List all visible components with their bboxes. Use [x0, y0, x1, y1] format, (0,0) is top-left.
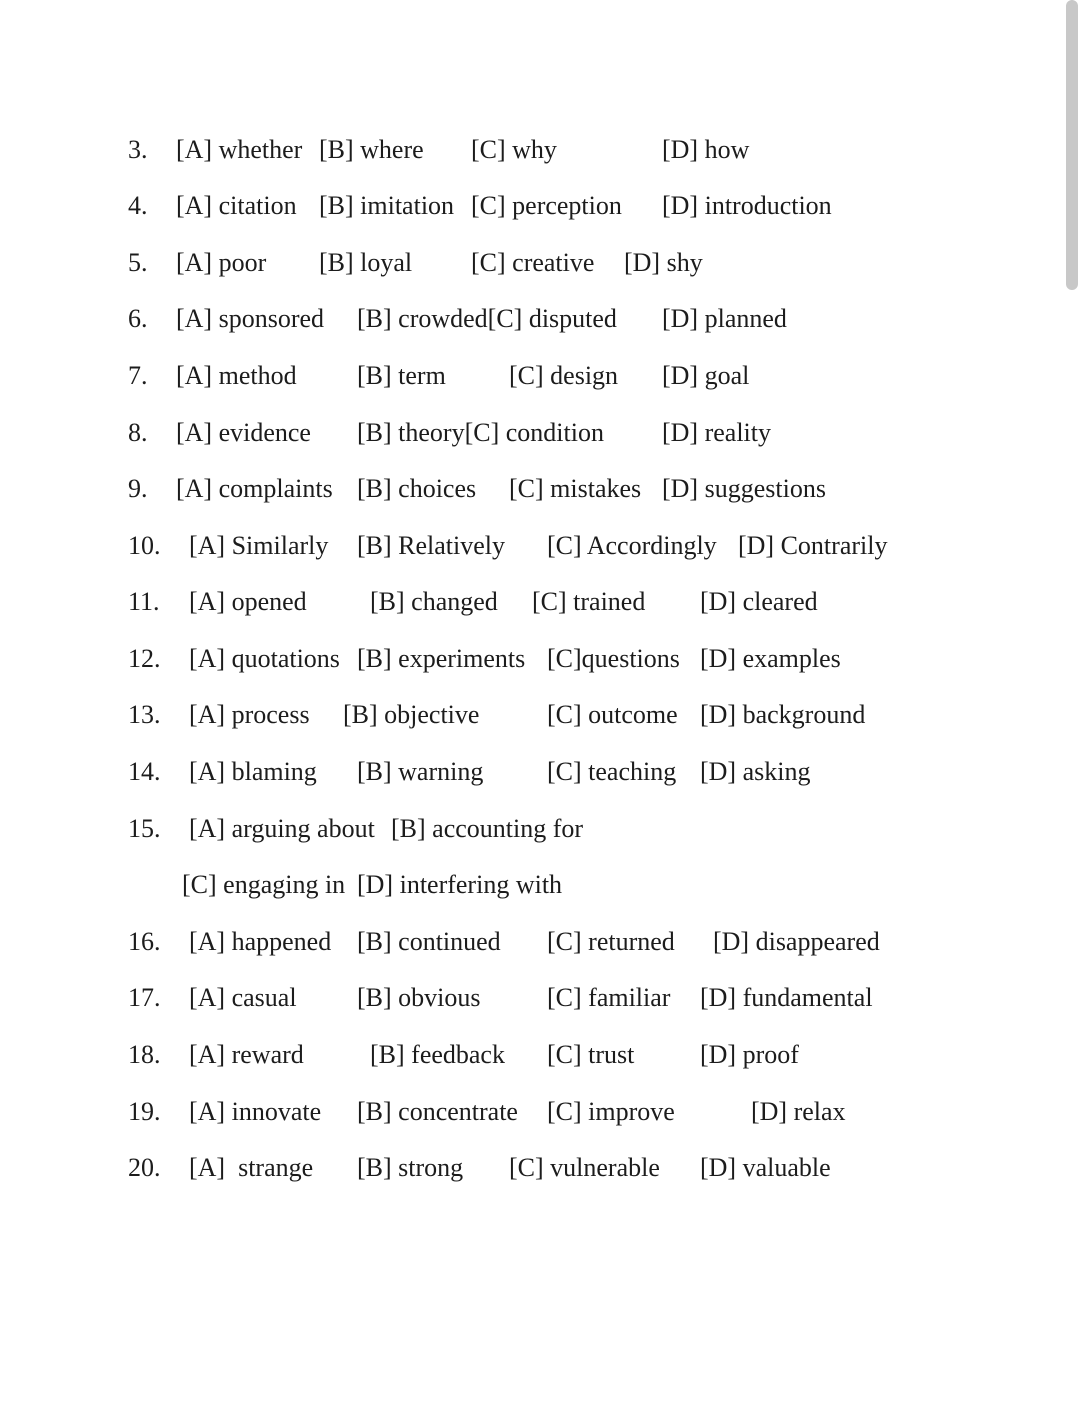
- question-number: 12.: [128, 644, 161, 673]
- option-d: [D] background: [700, 700, 866, 729]
- option-c: [C] trust: [547, 1040, 635, 1069]
- option-b: [B] feedback: [370, 1040, 505, 1069]
- option-c: [C]questions: [547, 644, 680, 673]
- option-b: [B] changed: [370, 587, 498, 616]
- option-c: [C] engaging in: [182, 870, 346, 899]
- option-c: [C] trained: [532, 587, 646, 616]
- option-b: [B] obvious: [357, 983, 481, 1012]
- option-a: [A] complaints: [176, 474, 333, 503]
- question-number: 10.: [128, 531, 161, 560]
- option-c: [C] vulnerable: [509, 1153, 660, 1182]
- option-a: [A] happened: [189, 927, 332, 956]
- option-a: [A] strange: [189, 1153, 314, 1182]
- option-b: [B] choices: [357, 474, 477, 503]
- option-b: [B] experiments: [357, 644, 526, 673]
- option-b: [B] term: [357, 361, 446, 390]
- option-c: [C] creative: [471, 248, 595, 277]
- option-a: [A] innovate: [189, 1097, 322, 1126]
- question-number: 16.: [128, 927, 161, 956]
- option-c: [C] outcome: [547, 700, 678, 729]
- vertical-scrollbar[interactable]: [1054, 0, 1080, 1409]
- option-d: [D] reality: [662, 418, 772, 447]
- option-b: [B] strong: [357, 1153, 464, 1182]
- option-b: [B] concentrate: [357, 1097, 518, 1126]
- option-d: [D] asking: [700, 757, 811, 786]
- option-a: [A] process: [189, 700, 310, 729]
- option-d: [D] shy: [624, 248, 703, 277]
- option-b: [B] Relatively: [357, 531, 506, 560]
- question-number: 5.: [128, 248, 148, 277]
- question-number: 7.: [128, 361, 148, 390]
- option-d: [D] cleared: [700, 587, 818, 616]
- option-b: [B] accounting for: [391, 814, 584, 843]
- option-d: [D] Contrarily: [738, 531, 888, 560]
- question-number: 11.: [128, 587, 160, 616]
- option-a: [A] opened: [189, 587, 307, 616]
- option-b: [B] where: [319, 135, 424, 164]
- option-b-c: [B] crowded[C] disputed: [357, 304, 617, 333]
- option-a: [A] blaming: [189, 757, 317, 786]
- option-c: [C] mistakes: [509, 474, 642, 503]
- option-d: [D] how: [662, 135, 750, 164]
- option-c: [C] perception: [471, 191, 622, 220]
- option-b: [B] loyal: [319, 248, 413, 277]
- option-b: [B] warning: [357, 757, 484, 786]
- option-d: [D] introduction: [662, 191, 832, 220]
- option-c: [C] improve: [547, 1097, 675, 1126]
- option-d: [D] examples: [700, 644, 841, 673]
- option-b: [B] continued: [357, 927, 501, 956]
- option-a: [A] whether: [176, 135, 303, 164]
- question-number: 6.: [128, 304, 148, 333]
- option-a: [A] quotations: [189, 644, 340, 673]
- option-b: [B] objective: [343, 700, 480, 729]
- question-number: 19.: [128, 1097, 161, 1126]
- option-c: [C] why: [471, 135, 557, 164]
- option-d: [D] relax: [751, 1097, 846, 1126]
- option-c: [C] familiar: [547, 983, 671, 1012]
- option-c: [C] design: [509, 361, 619, 390]
- question-number: 15.: [128, 814, 161, 843]
- question-number: 9.: [128, 474, 148, 503]
- question-number: 4.: [128, 191, 148, 220]
- option-a: [A] sponsored: [176, 304, 325, 333]
- question-number: 3.: [128, 135, 148, 164]
- option-d: [D] disappeared: [713, 927, 880, 956]
- option-c: [C] teaching: [547, 757, 677, 786]
- option-d: [D] goal: [662, 361, 750, 390]
- option-a: [A] citation: [176, 191, 297, 220]
- option-a: [A] arguing about: [189, 814, 375, 843]
- option-a: [A] Similarly: [189, 531, 329, 560]
- option-a: [A] method: [176, 361, 297, 390]
- option-a: [A] poor: [176, 248, 267, 277]
- question-number: 17.: [128, 983, 161, 1012]
- question-number: 14.: [128, 757, 161, 786]
- option-d: [D] planned: [662, 304, 787, 333]
- option-d: [D] fundamental: [700, 983, 873, 1012]
- question-number: 18.: [128, 1040, 161, 1069]
- option-a: [A] evidence: [176, 418, 311, 447]
- option-a: [A] reward: [189, 1040, 304, 1069]
- option-d: [D] valuable: [700, 1153, 831, 1182]
- option-b-c: [B] theory[C] condition: [357, 418, 604, 447]
- scrollbar-thumb[interactable]: [1066, 0, 1078, 290]
- option-d: [D] suggestions: [662, 474, 826, 503]
- option-d: [D] interfering with: [357, 870, 563, 899]
- question-number: 8.: [128, 418, 148, 447]
- option-b: [B] imitation: [319, 191, 455, 220]
- question-number: 20.: [128, 1153, 161, 1182]
- question-number: 13.: [128, 700, 161, 729]
- option-a: [A] casual: [189, 983, 297, 1012]
- option-c: [C] returned: [547, 927, 675, 956]
- option-c: [C] Accordingly: [547, 531, 717, 560]
- option-d: [D] proof: [700, 1040, 799, 1069]
